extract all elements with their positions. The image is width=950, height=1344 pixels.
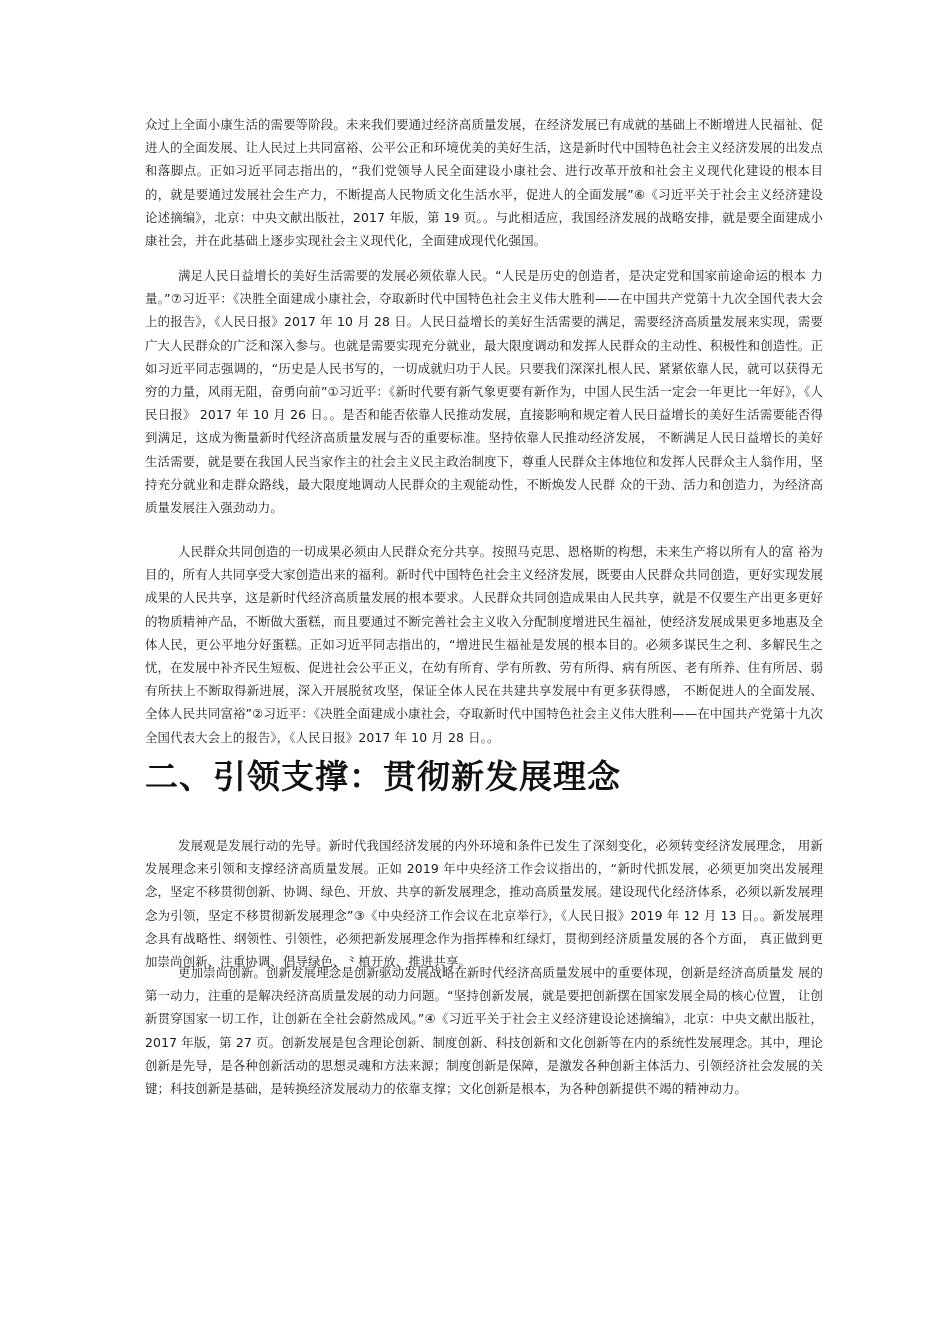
body-paragraph-rely-on-people: 满足人民日益增长的美好生活需要的发展必须依靠人民。“人民是历史的创造者，是决定党和国家前途命运的根本 力量。”⑦习近平：《决胜全面建成小康社会，夺取新时代中国特色社会主义伟大胜利——在中国共产党第十九次全国代表大会上的报告》，《人民日报》2017 年 10 月 28 日。人民日益增长的美好生活需要的满足，需要经济高质量发展来实现，需要广大人民群众的广泛和深入参与。也就是需要实现充分就业，最大限度调动和发挥人民群众的主动性、积极性和创造性。正如习近平同志强调的，“历史是人民书写的，一切成就归功于人民。只要我们深深扎根人民、紧紧依靠人民，就可以获得无穷的力量，风雨无阻，奋勇向前”①习近平：《新时代要有新气象更要有新作为，中国人民生活一定会一年更比一年好》，《人民日报》 2017 年 10 月 26 日。。是否和能否依靠人民推动发展，直接影响和规定着人民日益增长的美好生活需要能否得到满足，这成为衡量新时代经济高质量发展与否的重要标准。坚持依靠人民推动经济发展， 不断满足人民日益增长的美好生活需要，就是要在我国人民当家作主的社会主义民主政治制度下，尊重人民群众主体地位和发挥人民群众主人翁作用，坚持充分就业和走群众路线，最大限度地调动人民群众的主观能动性，不断焕发人民群 众的干劲、活力和创造力，为经济高质量发展注入强劲动力。 xyxy=(145,268,823,516)
body-paragraph-continuation: 众过上全面小康生活的需要等阶段。未来我们要通过经济高质量发展，在经济发展已有成就的基础上不断增进人民福祉、促进人的全面发展、让人民过上共同富裕、公平公正和环境优美的美好生活，这是新时代中国特色社会主义经济发展的出发点和落脚点。正如习近平同志指出的，“我们党领导人民全面建设小康社会、进行改革开放和社会主义现代化建设的根本目的，就是要通过发展社会生产力，不断提高人民物质文化生活水平，促进人的全面发展”⑥《习近平关于社会主义经济建设论述摘编》，北京：中央文献出版社，2017 年版，第 19 页。。与此相适应，我国经济发展的战略安排，就是要全面建成小康社会，并在此基础上逐步实现社会主义现代化，全面建成现代化强国。 xyxy=(145,117,823,249)
body-paragraph-innovation: 更加崇尚创新。创新发展理念是创新驱动发展战略在新时代经济高质量发展中的重要体现，创新是经济高质量发 展的第一动力，注重的是解决经济高质量发展的动力问题。“坚持创新发展，就是要把创新摆在国家发展全局的核心位置， 让创新贯穿国家一切工作，让创新在全社会蔚然成风。”④《习近平关于社会主义经济建设论述摘编》，北京：中央文献出版社，2017 年版，第 27 页。创新发展是包含理论创新、制度创新、科技创新和文化创新等在内的系统性发展理念。其中，理论创新是先导，是各种创新活动的思想灵魂和方法来源；制度创新是保障，是激发各种创新主体活力、引领经济社会发展的关键；科技创新是基础，是转换经济发展动力的依靠支撑；文化创新是根本，为各种创新提供不竭的精神动力。 xyxy=(145,965,823,1097)
section-heading: 二、引领支撑：贯彻新发展理念 xyxy=(145,757,621,796)
body-paragraph-shared-results: 人民群众共同创造的一切成果必须由人民群众充分共享。按照马克思、恩格斯的构想，未来生产将以所有人的富 裕为目的，所有人共同享受大家创造出来的福利。新时代中国特色社会主义经济发展，既要由人民群众共同创造，更好实现发展成果的人民共享，这是新时代经济高质量发展的根本要求。人民群众共同创造成果由人民共享，就是不仅要生产出更多更好的物质精神产品，不断做大蛋糕，而且要通过不断完善社会主义收入分配制度增进民生福祉，使经济发展成果更多地惠及全体人民，更公平地分好蛋糕。正如习近平同志指出的，“增进民生福祉是发展的根本目的。必须多谋民生之利、多解民生之忧，在发展中补齐民生短板、促进社会公平正义，在幼有所育、学有所教、劳有所得、病有所医、老有所养、住有所居、弱有所扶上不断取得新进展，深入开展脱贫攻坚，保证全体人民在共建共享发展中有更多获得感， 不断促进人的全面发展、全体人民共同富裕”②习近平：《决胜全面建成小康社会，夺取新时代中国特色社会主义伟大胜利——在中国共产党第十九次全国代表大会上的报告》，《人民日报》2017 年 10 月 28 日。。 xyxy=(145,544,823,745)
body-paragraph-development-concept: 发展观是发展行动的先导。新时代我国经济发展的内外环境和条件已发生了深刻变化，必须转变经济发展理念， 用新发展理念来引领和支撑经济高质量发展。正如 2019 年中央经济工作会议指出的，“新时代抓发展，必须更加突出发展理念，坚定不移贯彻创新、协调、绿色、开放、共享的新发展理念，推动高质量发展。建设现代化经济体系，必须以新发展理念为引领，坚定不移贯彻新发展理念”③《中央经济工作会议在北京举行》，《人民日报》2019 年 12 月 13 日。。新发展理念具有战略性、纲领性、引领性，必须把新发展理念作为指挥棒和红绿灯，贯彻到经济质量发展的各个方面， 真正做到更加崇尚创新、注重协调、倡导绿色、⺀植开放、推进共享。 xyxy=(145,838,823,970)
